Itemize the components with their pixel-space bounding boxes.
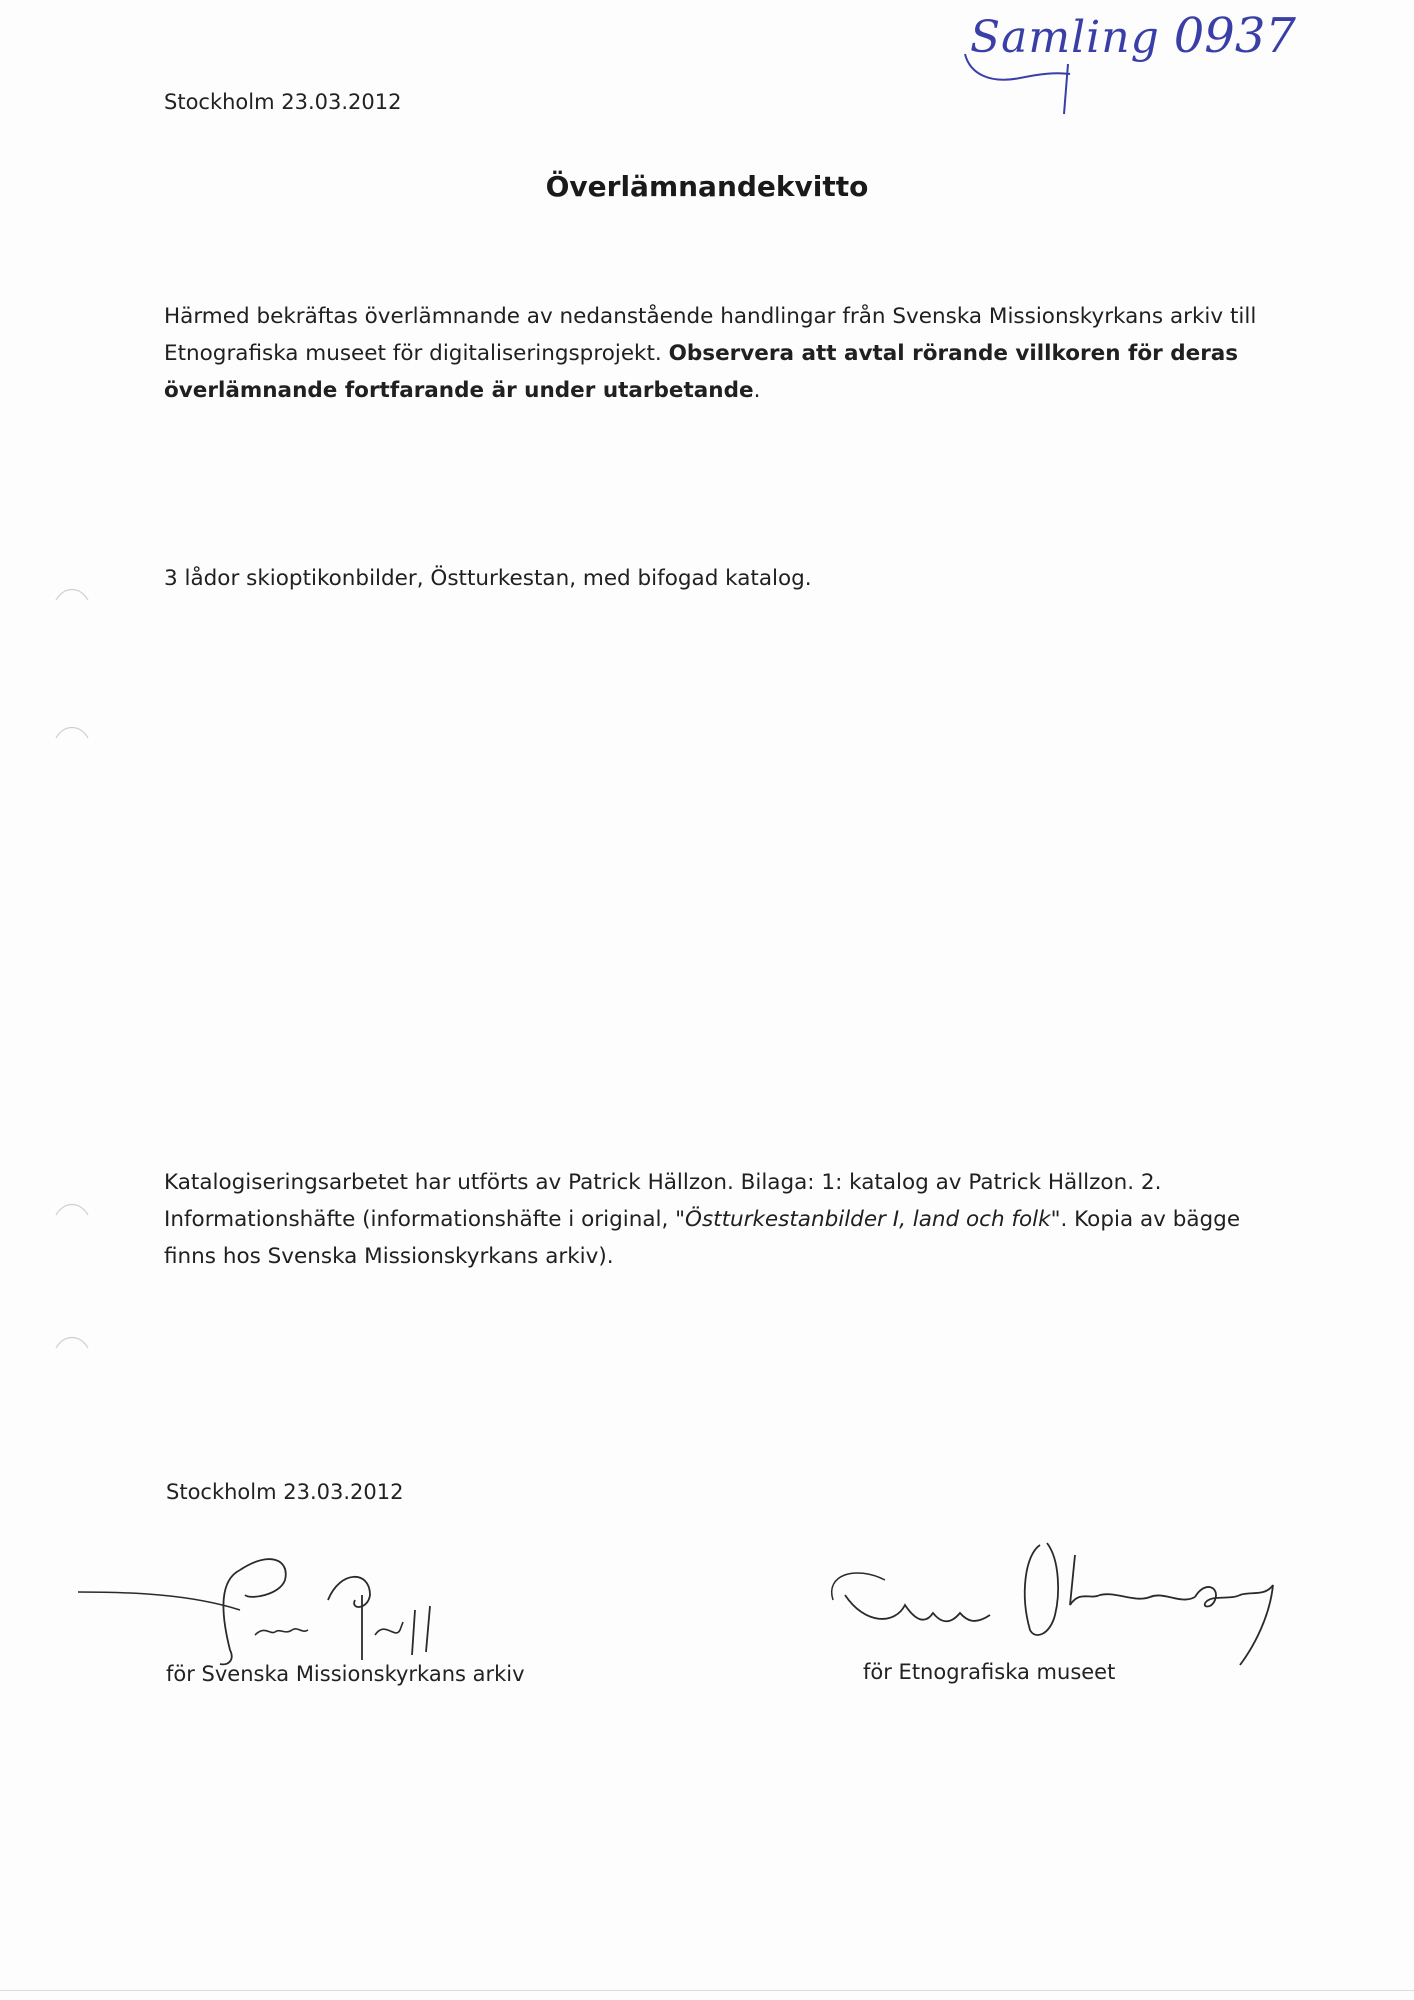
signature-left-icon [70,1540,490,1670]
catalog-note-title: "Östturkestanbilder I, land och folk" [675,1207,1061,1232]
signature-left-label: för Svenska Missionskyrkans arkiv [166,1662,525,1686]
intro-bold-notice: Observera att avtal rörande villkoren för deras överlämnande fortfarande är under utarbetande [164,341,1239,403]
footer-place-date: Stockholm 23.03.2012 [166,1480,404,1504]
handwritten-collection-number [970,8,1296,64]
signature-right-label: för Etnografiska museet [863,1660,1116,1684]
catalog-note [164,1164,1254,1275]
handwriting-flourish-icon [960,44,1080,124]
item-description: 3 lådor skioptikonbilder, Östturkestan, med bifogad katalog. [164,566,812,591]
intro-paragraph [164,298,1274,409]
punch-hole-mark-icon [52,718,92,758]
signature-right-icon [815,1525,1315,1675]
catalog-note-text: Katalogiseringsarbetet har utförts av Patrick Hällzon. Bilaga: 1: katalog av Patrick Hällzon. 2. Informationshäfte (informationshäfte i original, [164,1170,1162,1232]
document-title: Överlämnandekvitto [545,170,869,203]
handwritten-word: Samling [970,12,1160,63]
intro-end: . [753,378,761,403]
handwritten-number: 0937 [1173,8,1296,64]
header-place-date: Stockholm 23.03.2012 [164,90,402,114]
punch-hole-mark-icon [52,1328,92,1368]
punch-hole-mark-icon [52,1195,92,1235]
punch-hole-mark-icon [52,580,92,620]
page-edge-line [0,1990,1414,1991]
catalog-note-end: . Kopia av bägge finns hos Svenska Missionskyrkans arkiv). [164,1207,1241,1269]
intro-text: Härmed bekräftas överlämnande av nedanstående handlingar från Svenska Missionskyrkans arkiv till Etnografiska museet för digitaliseringsprojekt. [164,304,1257,366]
